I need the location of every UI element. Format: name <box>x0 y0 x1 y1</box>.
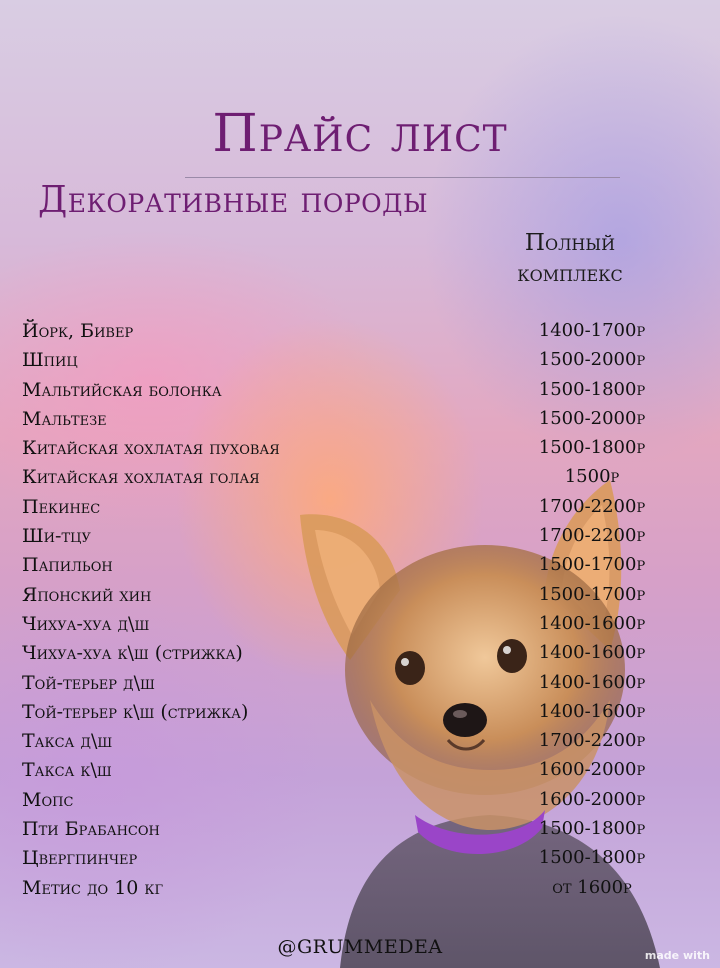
price-row <box>22 670 702 699</box>
app-watermark: made with <box>644 949 710 962</box>
price-row <box>22 728 702 757</box>
breed-price: 1600-2000р <box>538 788 646 810</box>
breed-name: Китайская хохлатая пуховая <box>22 437 280 460</box>
breed-price: 1700-2200р <box>538 495 646 517</box>
price-row <box>22 845 702 874</box>
breed-price: 1400-1700р <box>538 320 646 341</box>
price-row <box>22 787 702 816</box>
breed-price: 1500-1800р <box>538 818 646 840</box>
price-column-header <box>480 228 660 290</box>
breed-price: от 1600р <box>552 876 632 898</box>
breed-price: 1400-1600р <box>538 642 646 664</box>
breed-name: Мопс <box>22 788 74 811</box>
price-row <box>22 640 702 669</box>
price-row <box>22 611 702 640</box>
section-subtitle: Декоративные породы <box>38 180 429 221</box>
breed-price: 1500-1700р <box>538 583 646 605</box>
price-row <box>22 552 702 581</box>
breed-name: Мальтийская болонка <box>22 378 222 401</box>
price-row <box>22 377 702 406</box>
price-row <box>22 494 702 523</box>
breed-price: 1500-2000р <box>538 407 646 429</box>
breed-price: 1500-1800р <box>538 378 646 400</box>
breed-name: Той-терьер д\ш <box>22 671 155 694</box>
breed-price: 1700-2200р <box>538 525 646 547</box>
price-row <box>22 347 702 376</box>
price-row <box>22 699 702 728</box>
breed-name: Метис до 10 кг <box>22 876 164 899</box>
price-row <box>22 816 702 845</box>
breed-name: Чихуа-хуа д\ш <box>22 612 150 635</box>
breed-name: Мальтезе <box>22 407 107 430</box>
breed-name: Шпиц <box>22 349 78 372</box>
breed-price: 1500-2000р <box>538 349 646 371</box>
breed-price: 1400-1600р <box>538 612 646 634</box>
breed-name: Такса д\ш <box>22 730 113 753</box>
column-header-line-2: комплекс <box>517 261 623 287</box>
breed-name: Йорк, Бивер <box>22 320 134 342</box>
breed-name: Пти Брабансон <box>22 818 160 841</box>
price-row <box>22 464 702 493</box>
breed-name: Папильон <box>22 554 113 577</box>
price-list <box>22 318 702 904</box>
breed-price: 1700-2200р <box>538 730 646 752</box>
price-row <box>22 318 702 347</box>
breed-name: Цвергпинчер <box>22 847 138 870</box>
breed-price: 1500-1700р <box>538 554 646 576</box>
breed-price: 1500-1800р <box>538 437 646 459</box>
breed-name: Пекинес <box>22 495 101 518</box>
instagram-handle: @GRUMMEDEA <box>277 936 443 958</box>
breed-name: Японский хин <box>22 583 152 606</box>
breed-name: Такса к\ш <box>22 759 112 782</box>
price-row <box>22 435 702 464</box>
breed-price: 1500-1800р <box>538 847 646 869</box>
title-divider <box>185 177 620 178</box>
breed-price: 1400-1600р <box>538 671 646 693</box>
breed-name: Той-терьер к\ш (стрижка) <box>22 700 249 723</box>
price-row <box>22 757 702 786</box>
breed-price: 1600-2000р <box>538 759 646 781</box>
price-row <box>22 406 702 435</box>
breed-name: Китайская хохлатая голая <box>22 466 260 489</box>
breed-price: 1500р <box>564 466 620 488</box>
price-row <box>22 582 702 611</box>
breed-name: Ши-тцу <box>22 525 91 548</box>
breed-price: 1400-1600р <box>538 700 646 722</box>
column-header-line-1: Полный <box>524 230 616 256</box>
page-title: Прайс лист <box>212 104 508 164</box>
price-row <box>22 523 702 552</box>
breed-name: Чихуа-хуа к\ш (стрижка) <box>22 642 243 665</box>
price-row <box>22 875 702 904</box>
